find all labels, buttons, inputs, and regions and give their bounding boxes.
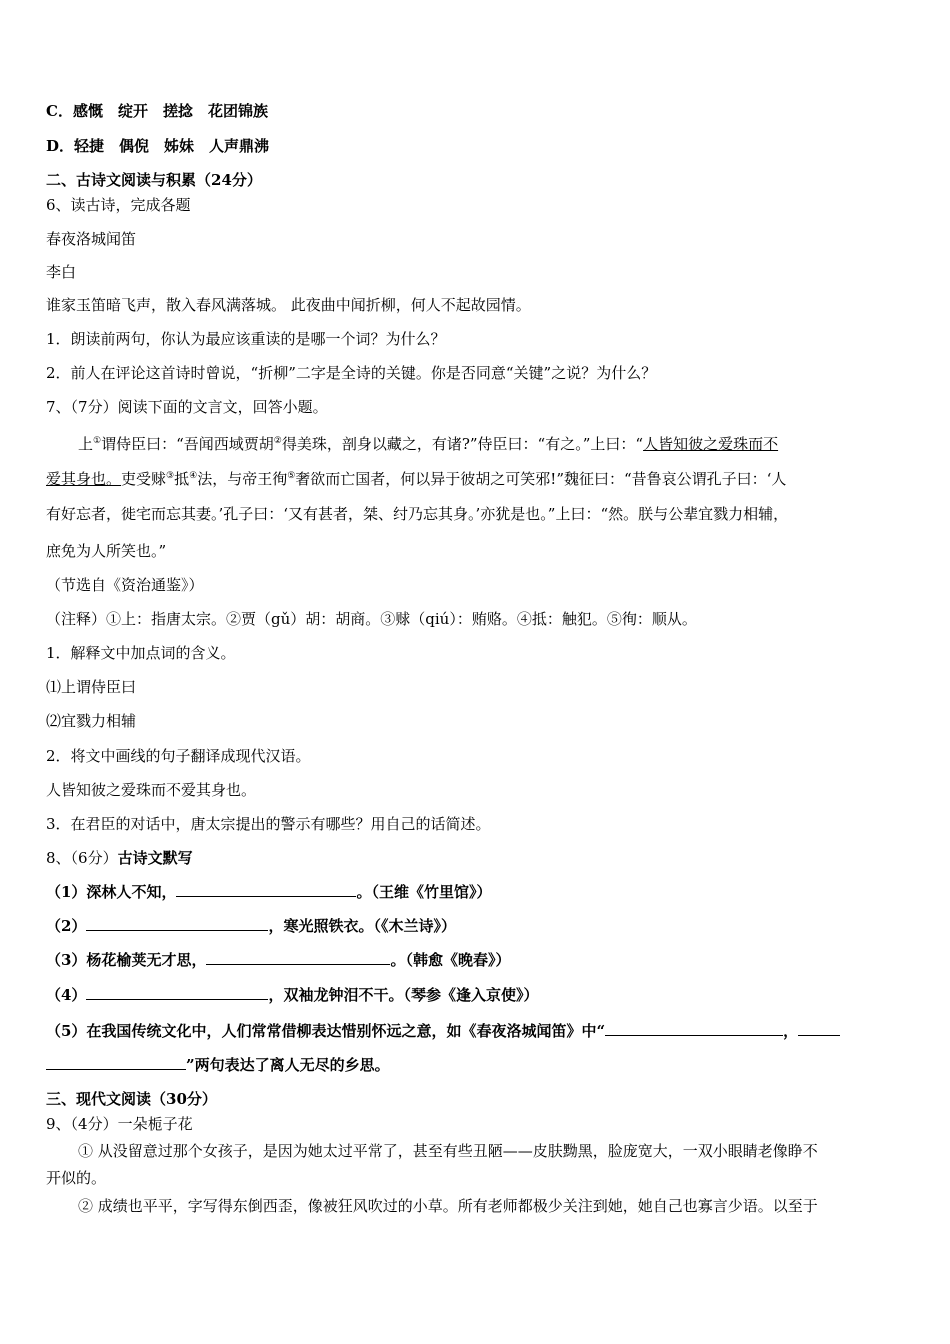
answer-blank[interactable] bbox=[86, 985, 268, 1000]
answer-blank[interactable] bbox=[86, 916, 268, 931]
q8-item-1: （1）深林人不知， 。（王维《竹里馆》） bbox=[46, 883, 492, 901]
q5-option-d: D．轻捷 偶倪 姊妹 人声鼎沸 bbox=[46, 137, 270, 155]
q6-sub-question-2: 2．前人在评论这首诗时曾说，“折柳”二字是全诗的关键。你是否同意“关键”之说？为什么？ bbox=[46, 364, 657, 382]
q9-stem: 9、（4分）一朵栀子花 bbox=[46, 1115, 193, 1133]
essay-paragraph-2-line-1: ② 成绩也平平，字写得东倒西歪，像被狂风吹过的小草。所有老师都极少关注到她，她自己也寡言少语。以至于 bbox=[78, 1197, 818, 1215]
poem-title: 春夜洛城闻笛 bbox=[46, 230, 137, 248]
classical-text-line-1: 上①谓侍臣曰：“吾闻西域贾胡②得美珠，剖身以藏之，有诸?”侍臣曰：“有之。”上曰：“人皆知彼之爱珠而不 bbox=[78, 435, 779, 453]
essay-paragraph-1-line-1: ① 从没留意过那个女孩子，是因为她太过平常了，甚至有些丑陋——皮肤黝黑，脸庞宽大，一双小眼睛老像睁不 bbox=[78, 1142, 818, 1160]
q7-sub-question-1a: ⑴上谓侍臣曰 bbox=[46, 678, 137, 696]
q6-sub-question-1: 1．朗读前两句，你认为最应该重读的是哪一个词？为什么？ bbox=[46, 330, 446, 348]
answer-blank[interactable] bbox=[206, 950, 390, 965]
answer-blank[interactable] bbox=[46, 1055, 186, 1070]
classical-text-line-3: 有好忘者，徙宅而忘其妻。’孔子曰：‘又有甚者，桀、纣乃忘其身。’亦犹是也。”上曰：“然。朕与公辈宜戮力相辅， bbox=[46, 505, 789, 523]
section-3-heading: 三、现代文阅读（30分） bbox=[46, 1090, 217, 1108]
q7-sub-question-2: 2．将文中画线的句子翻译成现代汉语。 bbox=[46, 747, 311, 765]
q8-item-4: （4） ，双袖龙钟泪不干。（琴参《逢入京使》） bbox=[46, 986, 539, 1004]
q8-item-5-line-1: （5）在我国传统文化中，人们常常借柳表达惜别怀远之意，如《春夜洛城闻笛》中“ ， bbox=[46, 1021, 840, 1041]
underlined-sentence-part-1: 人皆知彼之爱珠而不 bbox=[643, 435, 779, 453]
q7-sub-question-1: 1．解释文中加点词的含义。 bbox=[46, 644, 236, 662]
annotations: （注释）①上：指唐太宗。②贾（gǔ）胡：胡商。③赇（qiú）：贿赂。④抵：触犯。⑤徇：顺从。 bbox=[46, 610, 697, 628]
q8-item-5-line-2: ”两句表达了离人无尽的乡思。 bbox=[46, 1055, 390, 1075]
q7-stem: 7、（7分）阅读下面的文言文，回答小题。 bbox=[46, 398, 328, 416]
section-2-heading: 二、古诗文阅读与积累（24分） bbox=[46, 171, 262, 189]
q8-stem: 8、（6分）古诗文默写 bbox=[46, 849, 193, 867]
q8-item-3: （3）杨花榆荚无才思， 。（韩愈《晚春》） bbox=[46, 951, 511, 969]
classical-text-line-2: 爱其身也。吏受赇③抵④法，与帝王徇⑤奢欲而亡国者，何以异于彼胡之可笑邪!”魏征曰：“昔鲁哀公谓孔子曰：‘人 bbox=[46, 470, 787, 488]
q5-option-c: C．感慨 绽开 搓捻 花团锦族 bbox=[46, 102, 268, 120]
q7-sub-question-3: 3．在君臣的对话中，唐太宗提出的警示有哪些？用自己的话简述。 bbox=[46, 815, 491, 833]
answer-blank[interactable] bbox=[605, 1021, 783, 1036]
poem-author: 李白 bbox=[46, 263, 77, 281]
poem-text: 谁家玉笛暗飞声，散入春风满落城。 此夜曲中闻折柳，何人不起故园情。 bbox=[46, 296, 531, 314]
underlined-sentence-part-2: 爱其身也。 bbox=[46, 470, 122, 488]
q8-item-2: （2） ，寒光照铁衣。（《木兰诗》） bbox=[46, 917, 456, 935]
q7-sub-question-1b: ⑵宜戮力相辅 bbox=[46, 712, 137, 730]
classical-text-line-4: 庶免为人所笑也。” bbox=[46, 542, 167, 560]
answer-blank[interactable] bbox=[176, 882, 356, 897]
answer-blank[interactable] bbox=[798, 1021, 840, 1036]
essay-paragraph-1-line-2: 开似的。 bbox=[46, 1169, 107, 1187]
q6-stem: 6、读古诗，完成各题 bbox=[46, 196, 191, 214]
text-source: （节选自《资治通鉴》） bbox=[46, 576, 204, 594]
q7-sub-question-2-text: 人皆知彼之爱珠而不爱其身也。 bbox=[46, 781, 257, 799]
